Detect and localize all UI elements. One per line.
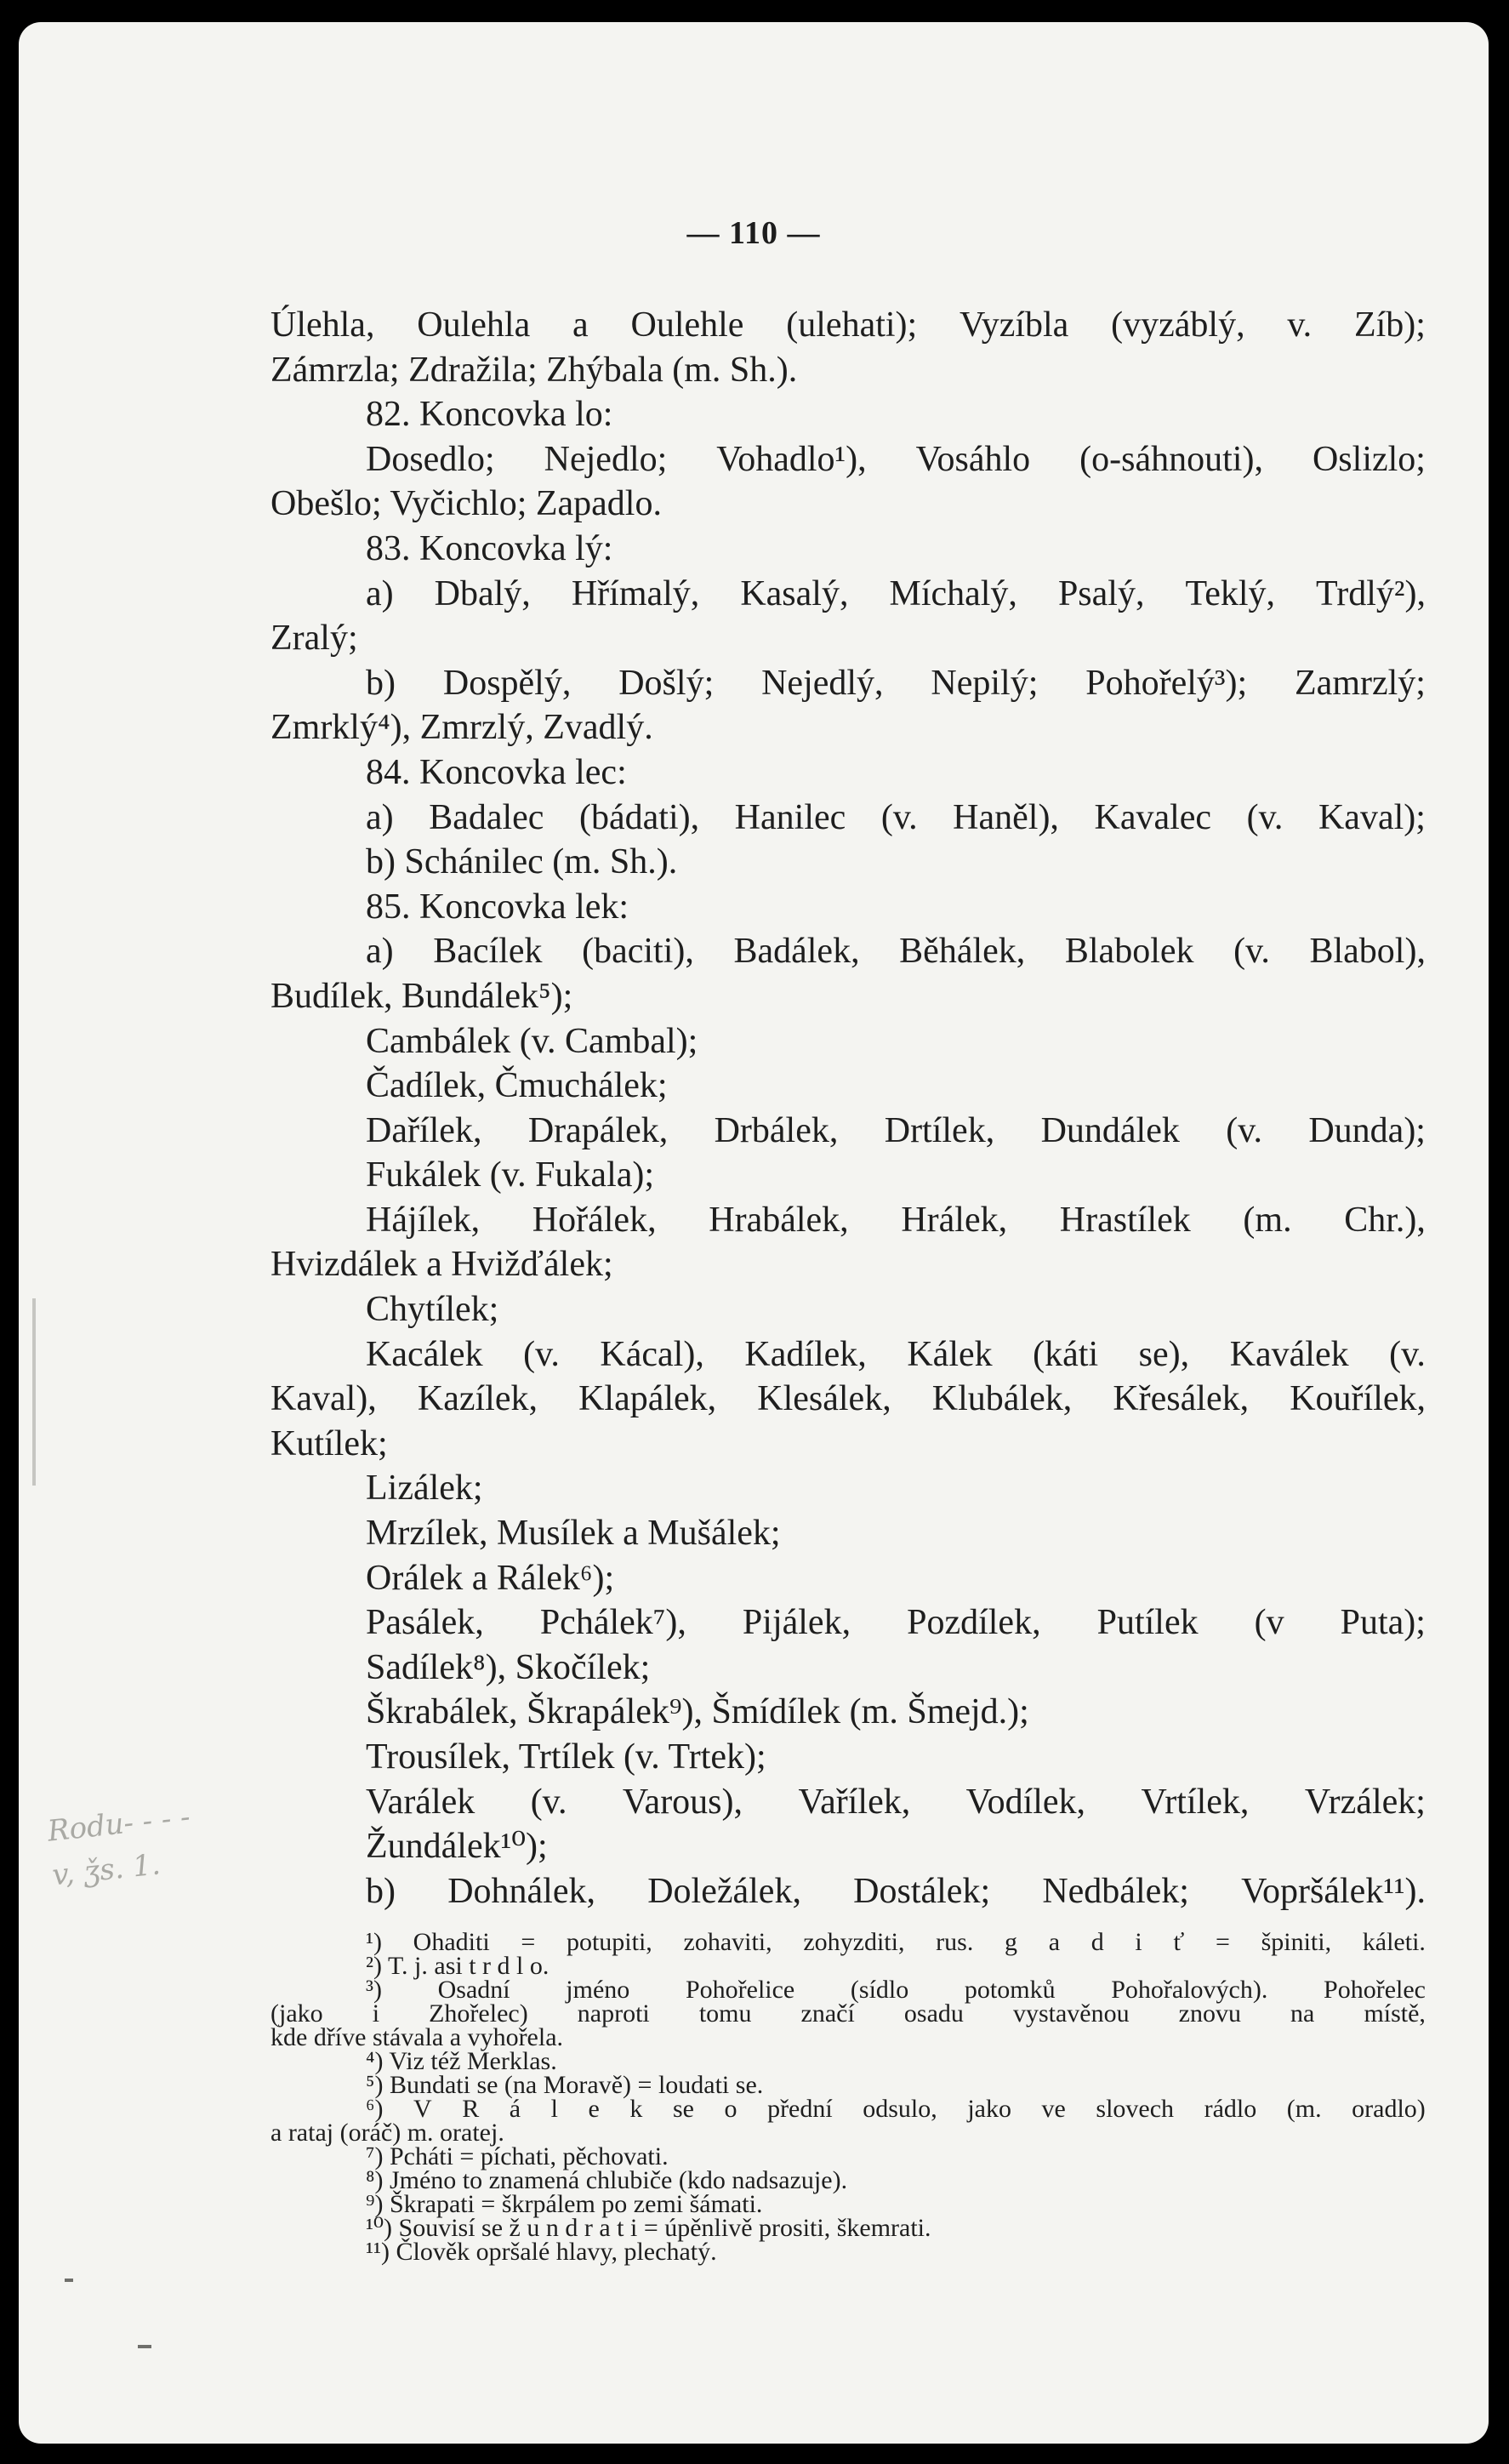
footnote-line: a rataj (oráč) m. oratej.	[270, 2119, 504, 2147]
footnote-line: ⁸) Jméno to znamená chlubiče (kdo nadsazuje).	[366, 2166, 848, 2195]
word: Hrastílek	[1059, 1200, 1191, 1240]
word: Varálek	[366, 1782, 475, 1822]
text-line: 85. Koncovka lek:	[366, 887, 629, 927]
word: Vohadlo¹),	[716, 439, 867, 479]
word: Hanilec	[734, 797, 846, 837]
word: Psalý,	[1057, 573, 1145, 613]
text-line: Hvizdálek a Hvižďálek;	[270, 1245, 613, 1285]
footnote-line: ¹¹) Člověk opršalé hlavy, plechatý.	[366, 2238, 717, 2267]
word: l	[550, 2095, 558, 2124]
word: ť	[1173, 1928, 1185, 1957]
text-line: Cambálek (v. Cambal);	[366, 1021, 698, 1061]
word: (v.	[1389, 1334, 1426, 1374]
word: znovu	[1178, 1999, 1241, 2028]
word: Vařílek,	[798, 1782, 911, 1822]
word: Badalec	[429, 797, 544, 837]
word: (sídlo	[850, 1976, 909, 2005]
word: (v	[1254, 1603, 1284, 1643]
word: (káti	[1033, 1334, 1099, 1374]
text-line	[270, 572, 1426, 617]
word: (v.	[1226, 1110, 1262, 1150]
word: i	[1135, 1928, 1142, 1957]
margin-mark	[32, 1298, 36, 1486]
word: špiniti,	[1261, 1928, 1332, 1957]
text-line: Mrzílek, Musílek a Mušálek;	[366, 1514, 781, 1554]
word: Pasálek,	[366, 1603, 484, 1643]
word: Hořálek,	[532, 1200, 657, 1240]
word: Pchálek⁷),	[539, 1603, 686, 1643]
word: na	[1290, 1999, 1315, 2028]
word: (v.	[523, 1334, 560, 1374]
footnotes	[270, 1928, 1426, 2267]
text-line	[270, 1869, 1426, 1914]
word: vystavěnou	[1012, 1999, 1130, 2028]
word: V	[413, 2095, 432, 2124]
text-line: Zmrklý⁴), Zmrzlý, Zvadlý.	[270, 708, 653, 748]
handwritten-line: Rodu- - - -	[46, 1800, 192, 1849]
word: Nejedlý,	[761, 663, 884, 703]
word: (baciti),	[582, 932, 694, 972]
word: Kácal),	[600, 1334, 704, 1374]
word: Vyzíbla	[959, 305, 1069, 345]
word: a	[572, 305, 589, 345]
word: Hrabálek,	[709, 1200, 849, 1240]
text-line: Fukálek (v. Fukala);	[366, 1155, 655, 1195]
word: Dosedlo;	[366, 439, 495, 479]
word: R	[462, 2095, 480, 2124]
word: Trdlý²),	[1316, 573, 1426, 613]
text-line	[270, 1600, 1426, 1646]
word: Vodílek,	[965, 1782, 1086, 1822]
word: Vosáhlo	[915, 439, 1031, 479]
text-line: Trousílek, Trtílek (v. Trtek);	[366, 1737, 766, 1777]
footnote-line: ⁵) Bundati se (na Moravě) = loudati se.	[366, 2071, 764, 2100]
word: Teklý,	[1185, 573, 1276, 613]
text-line: Obešlo; Vyčichlo; Zapadlo.	[270, 484, 662, 524]
footnote-line	[270, 1999, 1426, 2028]
text-line: Budílek, Bundálek⁵);	[270, 976, 573, 1016]
margin-mark	[138, 2345, 151, 2348]
text-line: Škrabálek, Škrapálek⁹), Šmídílek (m. Šmejd.);	[366, 1692, 1029, 1732]
word: k	[629, 2095, 643, 2124]
word: Hřímalý,	[571, 573, 700, 613]
handwritten-margin-note	[45, 1783, 308, 1898]
word: a)	[366, 573, 394, 613]
text-line	[270, 1109, 1426, 1154]
word: Drapálek,	[527, 1110, 669, 1150]
text-line: Čadílek, Čmuchálek;	[366, 1066, 668, 1106]
word: Vrzálek;	[1304, 1782, 1426, 1822]
word: káleti.	[1362, 1928, 1426, 1957]
word: Badálek,	[733, 932, 860, 972]
text-line	[270, 1198, 1426, 1243]
footnote-line: ⁷) Pcháti = píchati, pěchovati.	[366, 2142, 669, 2171]
text-line: Zámrzla; Zdražila; Zhýbala (m. Sh.).	[270, 350, 798, 390]
text-line: Lizálek;	[366, 1469, 483, 1509]
text-line: Chytílek;	[366, 1290, 499, 1330]
word: Běhálek,	[899, 932, 1026, 972]
word: ³)	[366, 1976, 382, 2005]
word: Kouřílek,	[1290, 1379, 1426, 1419]
word: tomu	[698, 1999, 752, 2028]
word: přední	[767, 2095, 833, 2124]
word: (o-sáhnouti),	[1079, 439, 1263, 479]
text-line: 84. Koncovka lec:	[366, 752, 627, 792]
word: Pohořelec	[1324, 1976, 1426, 2005]
word: Klubálek,	[931, 1379, 1073, 1419]
text-line: Kutílek;	[270, 1423, 388, 1463]
word: Blabolek	[1064, 932, 1194, 972]
word: Oulehle	[630, 305, 744, 345]
word: Hrálek,	[901, 1200, 1008, 1240]
word: Oslizlo;	[1312, 439, 1426, 479]
word: Dundálek	[1040, 1110, 1180, 1150]
word: Zíb);	[1353, 305, 1426, 345]
word: (jako	[270, 1999, 323, 2028]
word: (bádati),	[579, 797, 700, 837]
word: Oulehla	[417, 305, 531, 345]
text-line	[270, 661, 1426, 706]
margin-mark	[65, 2279, 73, 2282]
text-line: Žundálek¹⁰);	[366, 1827, 548, 1867]
word: Nepilý;	[931, 663, 1039, 703]
word: Varous),	[622, 1782, 743, 1822]
text-line: Sadílek⁸), Skočílek;	[366, 1647, 651, 1687]
text-line	[270, 1377, 1426, 1422]
text-line	[270, 929, 1426, 974]
word: a)	[366, 797, 394, 837]
word: Puta);	[1340, 1603, 1426, 1643]
word: Kacálek	[366, 1334, 483, 1374]
word: Kálek	[907, 1334, 993, 1374]
text-line: Orálek a Rálek⁶);	[366, 1558, 615, 1598]
word: Kadílek,	[744, 1334, 867, 1374]
main-lines	[270, 303, 1426, 1914]
word: oradlo)	[1352, 2095, 1426, 2124]
word: rus.	[936, 1928, 974, 1957]
page-number: — 110 —	[686, 215, 821, 251]
text-line: 83. Koncovka lý:	[366, 528, 613, 568]
word: Kaválek	[1229, 1334, 1349, 1374]
word: Nedbálek;	[1042, 1871, 1189, 1911]
word: (ulehati);	[786, 305, 918, 345]
word: Dohnálek,	[447, 1871, 595, 1911]
word: v.	[1287, 305, 1313, 345]
word: o	[724, 2095, 737, 2124]
text-line	[270, 796, 1426, 841]
word: Pohořelice	[685, 1976, 795, 2005]
text-line	[270, 1780, 1426, 1825]
word: Ohaditi	[413, 1928, 490, 1957]
word: Osadní	[437, 1976, 510, 2005]
word: Haněl),	[953, 797, 1059, 837]
word: Dařílek,	[366, 1110, 482, 1150]
word: (v.	[1233, 932, 1270, 972]
word: Došlý;	[618, 663, 715, 703]
word: =	[521, 1928, 536, 1957]
text-line: 82. Koncovka lo:	[366, 395, 613, 435]
word: Hájílek,	[366, 1200, 481, 1240]
word: Dospělý,	[442, 663, 572, 703]
footnote-line: ²) T. j. asi t r d l o.	[366, 1952, 550, 1981]
word: Úlehla,	[270, 305, 375, 345]
word: Vopršálek¹¹).	[1241, 1871, 1426, 1911]
word: Kaval);	[1318, 797, 1426, 837]
word: značí	[800, 1999, 855, 2028]
word: Nejedlo;	[544, 439, 668, 479]
book-page	[19, 22, 1489, 2444]
word: Pozdílek,	[907, 1603, 1041, 1643]
handwritten-line: v, ǯs. 1.	[50, 1847, 162, 1893]
footnote-line	[270, 2095, 1426, 2124]
word: =	[1215, 1928, 1230, 1957]
word: (v.	[1246, 797, 1284, 837]
footnote-line: kde dříve stávala a vyhořela.	[270, 2023, 564, 2052]
word: zohyzditi,	[803, 1928, 905, 1957]
word: Blabol),	[1309, 932, 1426, 972]
word: g	[1005, 1928, 1018, 1957]
footnote-line: ¹⁰) Souvisí se ž u n d r a t i = úpěnlivě prositi, škemrati.	[366, 2214, 931, 2243]
word: á	[509, 2095, 521, 2124]
word: b)	[366, 1871, 396, 1911]
word: se	[672, 2095, 694, 2124]
word: Zhořelec)	[429, 1999, 528, 2028]
footnote-line	[270, 1976, 1426, 2005]
word: naproti	[577, 1999, 650, 2028]
word: Chr.),	[1344, 1200, 1426, 1240]
body-text	[270, 303, 1426, 2267]
word: Drtílek,	[884, 1110, 995, 1150]
word: Dbalý,	[434, 573, 531, 613]
word: zohaviti,	[683, 1928, 772, 1957]
word: e	[588, 2095, 600, 2124]
text-line	[270, 303, 1426, 348]
word: Křesálek,	[1113, 1379, 1250, 1419]
word: Vrtílek,	[1141, 1782, 1250, 1822]
word: osadu	[903, 1999, 964, 2028]
word: ve	[1041, 2095, 1066, 2124]
word: i	[372, 1999, 380, 2028]
word: (v.	[530, 1782, 567, 1822]
word: rádlo	[1204, 2095, 1257, 2124]
footnote-line	[270, 1928, 1426, 1957]
word: Kazílek,	[417, 1379, 538, 1419]
word: (vyzáblý,	[1111, 305, 1245, 345]
word: d	[1090, 1928, 1104, 1957]
word: Kavalec	[1094, 797, 1212, 837]
word: a)	[366, 932, 394, 972]
word: Zamrzlý;	[1295, 663, 1426, 703]
word: Dunda);	[1308, 1110, 1426, 1150]
word: Kasalý,	[740, 573, 849, 613]
text-line	[270, 437, 1426, 482]
word: Kaval),	[270, 1379, 377, 1419]
text-line: Zralý;	[270, 619, 358, 659]
word: Pohořalových).	[1111, 1976, 1268, 2005]
word: Doležálek,	[647, 1871, 801, 1911]
word: potomků	[964, 1976, 1056, 2005]
text-line	[270, 1332, 1426, 1377]
word: slovech	[1096, 2095, 1175, 2124]
word: Putílek	[1096, 1603, 1199, 1643]
text-line: b) Schánilec (m. Sh.).	[366, 842, 678, 882]
word: (m.	[1286, 2095, 1322, 2124]
word: odsulo,	[863, 2095, 937, 2124]
word: Dostálek;	[853, 1871, 991, 1911]
word: Klesálek,	[757, 1379, 891, 1419]
word: místě,	[1364, 1999, 1426, 2028]
word: potupiti,	[566, 1928, 652, 1957]
word: (v.	[880, 797, 918, 837]
word: Pohořelý³);	[1085, 663, 1248, 703]
word: Bacílek	[433, 932, 543, 972]
footnote-line: ⁹) Škrapati = škrpálem po zemi šámati.	[366, 2190, 763, 2219]
word: jméno	[566, 1976, 630, 2005]
footnote-line: ⁴) Viz též Merklas.	[366, 2047, 557, 2076]
word: Pijálek,	[742, 1603, 851, 1643]
word: ⁶)	[366, 2095, 384, 2124]
word: a	[1048, 1928, 1061, 1957]
word: Drbálek,	[714, 1110, 839, 1150]
word: b)	[366, 663, 396, 703]
word: Klapálek,	[578, 1379, 717, 1419]
word: Míchalý,	[889, 573, 1017, 613]
word: jako	[967, 2095, 1011, 2124]
word: (m.	[1243, 1200, 1292, 1240]
word: ¹)	[366, 1928, 382, 1957]
word: se),	[1138, 1334, 1190, 1374]
